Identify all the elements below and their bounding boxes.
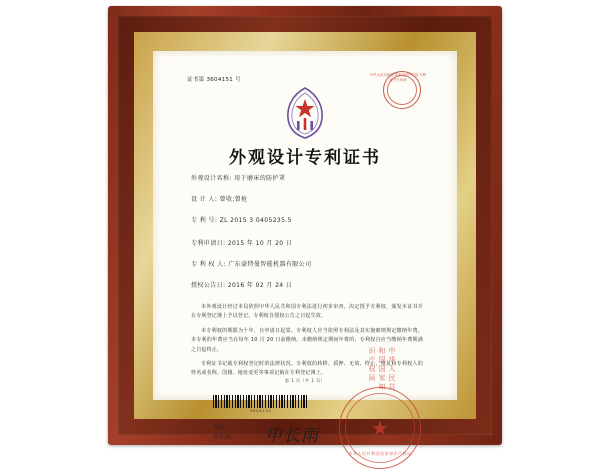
frame-mat	[153, 51, 457, 456]
field-value: ZL 2015 3 0405235.5	[219, 217, 292, 224]
field-label: 专 利 号:	[191, 217, 218, 224]
vertical-red-overprint: 中华人民共和国国家知识产权局	[368, 347, 396, 392]
field-label: 专利申请日:	[191, 240, 226, 247]
paragraph-2: 本专利权的期限为十年，自申请日起算。专利权人应当依照专利法及其实施细则规定缴纳年费。本专利的年费应当在每年 10 月 20 日前缴纳。未缴纳规定期间年费的，专利权自应当缴纳年费期满之日起终止。	[191, 327, 423, 353]
paragraph-3: 专利证书记载专利权登记时的法律状况。专利权的转移、质押、无效、终止、恢复和专利权人的姓名或名称、国籍、地址变更等事项记载在专利登记簿上。	[191, 361, 423, 377]
barcode	[213, 395, 309, 412]
field-label: 设 计 人:	[191, 196, 218, 203]
field-label: 专 利 权 人:	[191, 261, 226, 268]
certificate-page	[161, 57, 449, 456]
top-seal-text: 中华人民共和国 国家知识产权局 专利证书专用章	[369, 73, 427, 82]
signature-labels	[213, 423, 231, 443]
picture-frame-bevel	[118, 16, 492, 456]
paragraph-1: 本外观设计经过本局依照中华人民共和国专利法进行初步审查，决定授予专利权，颁发本证书并在专利登记簿上予以登记。专利权自授权公告之日起生效。	[191, 304, 423, 320]
signature-title-label: 局长	[213, 424, 226, 431]
picture-frame-gold-liner	[134, 32, 476, 456]
top-right-seal-icon	[369, 67, 427, 113]
field-row-filing-date	[191, 238, 423, 249]
page-footer: 第 1 页（共 1 页）	[284, 378, 326, 383]
field-value: 广东豪特曼智能机器有限公司	[228, 261, 312, 268]
field-row-patent-number	[191, 215, 423, 226]
field-row-designer	[191, 194, 423, 205]
field-label: 授权公告日:	[191, 282, 226, 289]
field-list	[191, 173, 423, 291]
field-value: 2015 年 10 月 20 日	[227, 240, 293, 247]
cnipa-logo-icon	[270, 85, 340, 143]
barcode-number: 3604151	[249, 409, 273, 413]
field-value: 用于磨床的防护罩	[234, 175, 286, 182]
field-value: 曾收;曾枪	[219, 196, 248, 203]
field-row-patentee	[191, 259, 423, 270]
certificate-number: 证书第 3604151 号	[187, 77, 241, 83]
signature-name-label: 申长雨	[213, 434, 232, 441]
barcode-bars	[213, 395, 309, 408]
page-title: 外观设计专利证书	[229, 148, 381, 168]
field-row-design-name	[191, 173, 423, 184]
handwritten-signature: 申长雨	[265, 426, 319, 446]
field-value: 2016 年 02 月 24 日	[227, 282, 293, 289]
seal-bottom-text: 中华人民共和国国家知识产权局	[348, 451, 412, 456]
field-label: 外观设计名称:	[191, 175, 232, 182]
official-round-seal	[339, 387, 421, 469]
seal-star-icon: ★	[371, 416, 389, 440]
picture-frame-outer	[108, 6, 502, 456]
field-row-grant-date	[191, 280, 423, 291]
